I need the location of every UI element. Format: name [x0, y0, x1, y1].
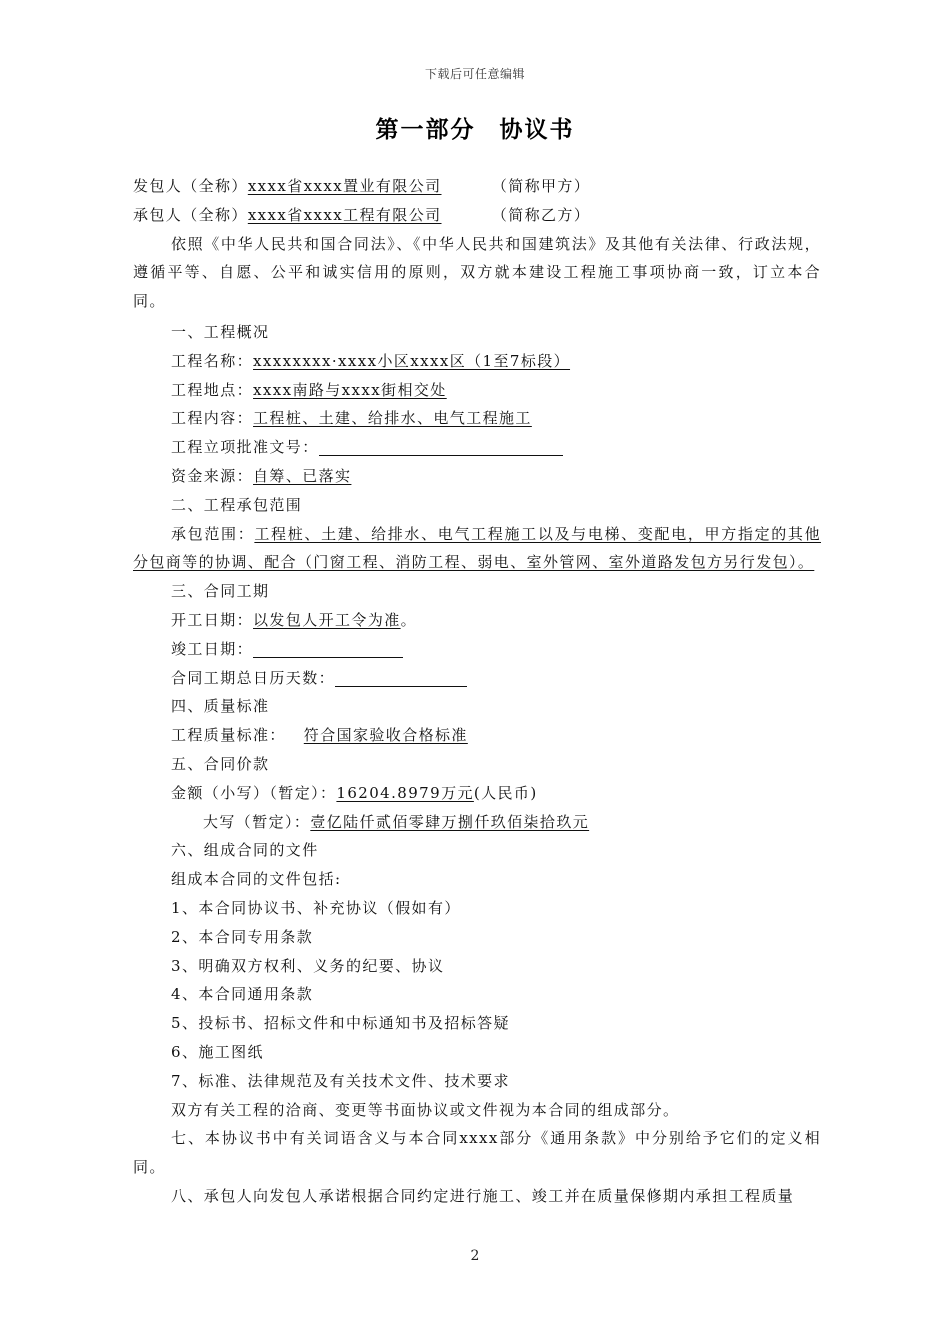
header-note: 下载后可任意编辑	[424, 67, 525, 81]
amount-line	[133, 779, 821, 808]
amount-value: 16204.8979万元	[336, 783, 474, 802]
total-days-label: 合同工期总日历天数：	[171, 668, 336, 687]
page-title	[0, 111, 950, 144]
contractor-short: （简称乙方）	[491, 205, 591, 224]
list-item: 3、明确双方权利、义务的纪要、协议	[171, 956, 445, 975]
documents-intro: 组成本合同的文件包括:	[171, 870, 342, 889]
approval-number-blank	[319, 437, 563, 456]
project-site-value: xxxx南路与xxxx街相交处	[253, 380, 447, 399]
section-7-paragraph: 七、本协议书中有关词语含义与本合同xxxx部分《通用条款》中分别给予它们的定义相同。	[133, 1129, 821, 1177]
scope-value: 工程桩、土建、给排水、电气工程施工以及与电梯、变配电，甲方指定的其他分包商等的协调、配合（门窗工程、消防工程、弱电、室外管网、室外道路发包方另行发包）。	[133, 524, 821, 572]
fund-source-value: 自筹、已落实	[253, 466, 352, 485]
documents-closing: 双方有关工程的洽商、变更等书面协议或文件视为本合同的组成部分。	[171, 1100, 680, 1119]
title-name: 协议书	[499, 117, 575, 143]
intro-paragraph: 依照《中华人民共和国合同法》、《中华人民共和国建筑法》及其他有关法律、行政法规，遵循平等、自愿、公平和诚实信用的原则，双方就本建设工程施工事项协商一致，订立本合同。	[133, 234, 821, 311]
approval-number-line	[133, 433, 821, 462]
document-body	[133, 172, 821, 1211]
finish-date-line	[133, 635, 821, 664]
contractor-name: xxxx省xxxx工程有限公司	[247, 205, 442, 224]
project-name-value: xxxxxxxx·xxxx小区xxxx区（1至7标段）	[253, 351, 571, 370]
fund-source-line	[133, 462, 821, 491]
total-days-blank	[335, 668, 467, 687]
employer-line	[133, 172, 821, 201]
section-6-heading: 六、组成合同的文件	[171, 841, 319, 860]
employer-name: xxxx省xxxx置业有限公司	[247, 177, 442, 195]
amount-upper-value: 壹亿陆仟贰佰零肆万捌仟玖佰柒拾玖元	[310, 812, 590, 831]
contractor-label: 承包人（全称）	[133, 205, 248, 224]
list-item: 6、施工图纸	[171, 1042, 264, 1061]
start-date-label: 开工日期：	[171, 610, 254, 629]
amount-label: 金额（小写）（暂定）：	[171, 783, 337, 802]
list-item: 1、本合同协议书、补充协议（假如有）	[171, 898, 461, 917]
scope-paragraph	[133, 520, 821, 578]
section-2-heading: 二、工程承包范围	[171, 495, 303, 514]
quality-label: 工程质量标准：	[171, 726, 286, 745]
total-days-line	[133, 664, 821, 693]
project-content-value: 工程桩、土建、给排水、电气工程施工	[253, 409, 532, 428]
section-8-paragraph: 八、承包人向发包人承诺根据合同约定进行施工、竣工并在质量保修期内承担工程质量	[171, 1186, 795, 1205]
scope-label: 承包范围：	[171, 524, 255, 543]
amount-unit: (人民币)	[473, 783, 538, 802]
fund-source-label: 资金来源：	[171, 466, 254, 485]
project-name-line	[133, 347, 821, 376]
approval-number-label: 工程立项批准文号：	[171, 438, 319, 457]
finish-date-label: 竣工日期：	[171, 639, 254, 658]
list-item: 5、投标书、招标文件和中标通知书及招标答疑	[171, 1014, 510, 1033]
start-date-tail: 。	[400, 610, 418, 629]
quality-line	[133, 721, 821, 750]
start-date-line	[133, 606, 821, 635]
employer-label: 发包人（全称）	[133, 177, 248, 195]
project-site-line	[133, 376, 821, 405]
project-content-label: 工程内容：	[171, 409, 254, 428]
project-content-line	[133, 404, 821, 433]
amount-upper-line	[133, 808, 821, 837]
project-site-label: 工程地点：	[171, 380, 254, 399]
amount-upper-label: 大写（暂定）：	[203, 812, 311, 831]
list-item: 4、本合同通用条款	[171, 985, 314, 1004]
section-4-heading: 四、质量标准	[171, 697, 270, 716]
list-item: 7、标准、法律规范及有关技术文件、技术要求	[171, 1071, 510, 1090]
finish-date-blank	[253, 639, 403, 658]
page-number: 2	[470, 1248, 480, 1264]
section-1-heading: 一、工程概况	[171, 322, 270, 341]
employer-short: （简称甲方）	[491, 177, 591, 195]
title-part: 第一部分	[375, 117, 476, 143]
contractor-line	[133, 201, 821, 230]
section-3-heading: 三、合同工期	[171, 582, 270, 601]
quality-value: 符合国家验收合格标准	[303, 726, 468, 745]
project-name-label: 工程名称：	[171, 351, 254, 370]
list-item: 2、本合同专用条款	[171, 927, 314, 946]
start-date-value: 以发包人开工令为准	[253, 610, 401, 629]
section-5-heading: 五、合同价款	[171, 754, 270, 773]
